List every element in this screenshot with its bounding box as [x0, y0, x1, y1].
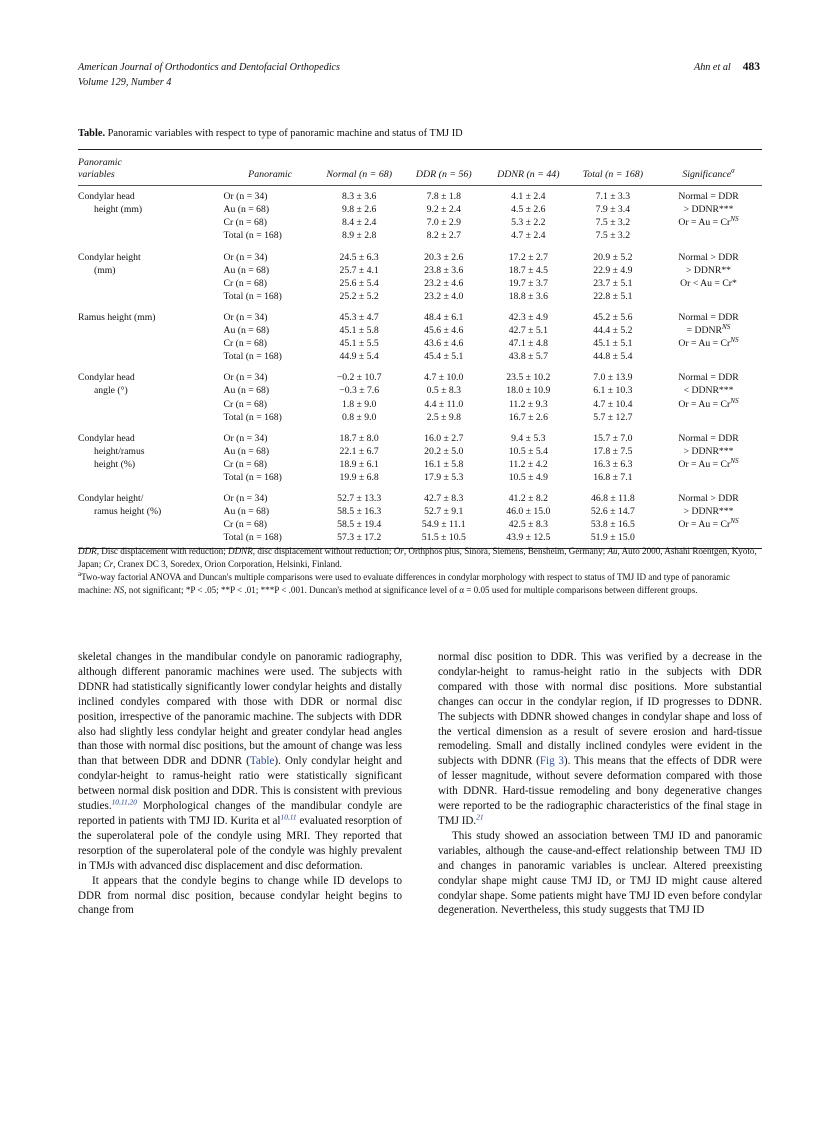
cell-ddr: 54.9 ± 11.1 — [421, 519, 466, 531]
cell-ddr: 2.5 ± 9.8 — [426, 411, 461, 423]
row-variable-name-cont: angle (°) — [94, 385, 128, 397]
cell-ddr: 0.5 ± 8.3 — [426, 385, 461, 397]
cell-total: 16.8 ± 7.1 — [593, 471, 633, 483]
cell-normal: 24.5 ± 6.3 — [339, 251, 379, 263]
cell-significance: Normal = DDR — [678, 372, 739, 384]
cell-normal: 25.6 ± 5.4 — [339, 277, 379, 289]
cell-normal: 1.8 ± 9.0 — [341, 398, 377, 410]
footnote-abbreviations: DDR, Disc displacement with reduction; DDNR, disc displacement without reduction; Or, Orthphos plus, Sinora, Siemens, Bensheim, Germany; Au, Auto 2000, Ashahi Roentgen, Kyoto, Japan; Cr, Cranex DC 3, Soredex, Orion Corporation, Helsinki, Finland. — [78, 546, 757, 569]
col-header-normal: Normal (n = 68) — [326, 168, 392, 180]
cell-machine: Total (n = 168) — [223, 471, 282, 483]
cell-total: 6.1 ± 10.3 — [593, 385, 633, 397]
table-caption-label: Table. — [78, 128, 106, 139]
cell-ddnr: 43.9 ± 12.5 — [506, 532, 551, 544]
cell-significance: > DDNR*** — [683, 506, 734, 518]
cell-significance: > DDNR** — [686, 264, 732, 276]
cell-ddnr: 10.5 ± 5.4 — [508, 445, 548, 457]
cell-normal: 8.9 ± 2.8 — [341, 230, 377, 242]
cell-significance: $Or = Au = Cr^{NS}$ — [678, 335, 739, 350]
cell-total: 53.8 ± 16.5 — [590, 519, 635, 531]
table-row — [78, 471, 762, 488]
cell-ddr: 17.9 ± 5.3 — [424, 471, 464, 483]
cell-ddnr: 46.0 ± 15.0 — [506, 506, 551, 518]
cell-ddr: 20.3 ± 2.6 — [424, 251, 464, 263]
table-row — [78, 277, 762, 290]
significance-ns-marker: NS — [730, 215, 739, 224]
cell-ddr: 23.8 ± 3.6 — [424, 264, 464, 276]
cell-total: 17.8 ± 7.5 — [593, 445, 633, 457]
cell-total: 44.4 ± 5.2 — [593, 325, 633, 337]
significance-ns-marker: NS — [730, 456, 739, 465]
table-row — [78, 337, 762, 350]
table-crossref-link[interactable]: Table — [249, 755, 275, 768]
table-row — [78, 264, 762, 277]
table-container — [78, 127, 762, 549]
cell-total: 51.9 ± 15.0 — [590, 532, 635, 544]
cell-normal: 45.1 ± 5.5 — [339, 338, 379, 350]
abbrev-ns: NS — [113, 585, 125, 595]
table-row — [78, 398, 762, 411]
cell-ddnr: 4.7 ± 2.4 — [511, 230, 546, 242]
cell-total: 4.7 ± 10.4 — [593, 398, 633, 410]
cell-significance: > DDNR*** — [683, 445, 734, 457]
cell-machine: Or (n = 34) — [223, 432, 268, 444]
cell-total: 52.6 ± 14.7 — [590, 506, 635, 518]
cell-total: 7.5 ± 3.2 — [595, 230, 631, 242]
table-caption-text: Panoramic variables with respect to type of panoramic machine and status of TMJ ID — [107, 128, 463, 139]
cell-machine: Or (n = 34) — [223, 372, 268, 384]
cell-significance: < DDNR*** — [683, 385, 734, 397]
row-variable-name-cont: height (%) — [94, 458, 136, 470]
cell-significance: Normal = DDR — [678, 191, 739, 203]
journal-title: American Journal of Orthodontics and Dentofacial Orthopedics — [78, 62, 341, 73]
cell-ddnr: 11.2 ± 4.2 — [508, 458, 548, 470]
abbrev-or: Or — [393, 546, 404, 556]
row-variable-name-cont: (mm) — [94, 264, 116, 276]
volume-issue: Volume 129, Number 4 — [78, 76, 172, 88]
cell-ddr: 43.6 ± 4.6 — [424, 338, 464, 350]
paragraph-normal-to-ddr: normal disc position to DDR. This was verified by a decrease in the condylar-height to ramus-height ratio in the subjects with DDR compared with those with normal disc positions. More substantial changes can occur in the condylar region, if ID progresses to DDNR. The subjects with DDNR showed changes in condylar shape and loss of the vertical dimension as a result of severe erosion and hard-tissue remodeling. Small and distally inclined condyles were evident in the subjects with DDNR (Fig 3). This means that the effects of DDR were of lesser magnitude, without severe deformation compared with those with DDNR. Hard-tissue remodeling and bony degenerative changes were reported to be the radiographic characteristics of the final stage in TMJ ID.$^{21}$ — [438, 651, 762, 827]
cell-normal: 52.7 ± 13.3 — [337, 493, 382, 505]
cell-machine: Total (n = 168) — [223, 230, 282, 242]
cell-normal: 8.3 ± 3.6 — [341, 191, 377, 203]
cell-machine: Au (n = 68) — [223, 385, 270, 397]
cell-ddnr: 16.7 ± 2.6 — [508, 411, 548, 423]
cell-significance — [655, 229, 762, 246]
row-variable-name: Condylar height/ — [78, 493, 144, 505]
cell-ddr: 16.0 ± 2.7 — [424, 432, 464, 444]
cell-total: 44.8 ± 5.4 — [593, 351, 633, 363]
cell-ddr: 9.2 ± 2.4 — [426, 204, 461, 216]
table-head — [78, 150, 762, 186]
cell-ddr: 23.2 ± 4.6 — [424, 277, 464, 289]
cell-ddnr: 42.7 ± 5.1 — [508, 325, 548, 337]
cell-total: 15.7 ± 7.0 — [593, 432, 633, 444]
cell-normal: 57.3 ± 17.2 — [337, 532, 382, 544]
paragraph-continuation: skeletal changes in the mandibular condyle on panoramic radiography, although different panoramic machines were used. The subjects with DDNR had statistically significantly lower condylar heights and distally inclined condyles compared with those with DDR or normal disc position, irrespective of the panoramic machine. The subjects with DDR also had slightly less condylar height and greater condylar head angles than those with normal disc positions, but the amount of change was less than that between DDR and DDNR (Table). Only condylar height and condylar-height to ramus-height ratio were statistically significant between normal disk position and DDR. This is consistent with previous studies.$^{10,11,20}$ Morphological changes of the mandibular condyle are reported in patients with TMJ ID. Kurita et al$^{10,11}$ evaluated resorption of the superolateral pole of the condyle using MRI. They reported that resorption of the superolateral pole of the condyle was highly prevalent in TMJs with advanced disc displacement and disc deformation. — [78, 651, 403, 872]
left-column — [78, 650, 402, 918]
table-row — [78, 307, 762, 324]
cell-ddnr: 11.2 ± 9.3 — [508, 398, 548, 410]
col-header-significance — [655, 150, 762, 186]
cell-total: 23.7 ± 5.1 — [593, 277, 633, 289]
footnote-statistics: $^a$Two-way factorial ANOVA and Duncan's multiple comparisons were used to evaluate differences in condylar morphology with respect to status of TMJ ID and type of panoramic machine: NS, not significant; *P < .05; **P < .01; ***P < .001. Duncan's method at significance level of α = 0.05 used for multiple comparisons between different groups. — [78, 569, 730, 595]
cell-machine: Or (n = 34) — [223, 251, 268, 263]
significance-footnote-marker: a — [731, 166, 735, 175]
cell-ddnr: 23.5 ± 10.2 — [506, 372, 551, 384]
col-header-machine: Panoramic — [248, 168, 293, 180]
cell-ddr: 42.7 ± 8.3 — [424, 493, 464, 505]
cell-significance: Normal = DDR — [678, 311, 739, 323]
row-variable-name-cont — [78, 337, 224, 350]
cell-significance: $Or = Au = Cr^{NS}$ — [678, 517, 739, 531]
table-row — [78, 384, 762, 397]
col-header-variables — [78, 150, 224, 186]
cell-significance: > DDNR*** — [683, 204, 734, 216]
cell-machine: Total (n = 168) — [223, 290, 282, 302]
cell-significance — [655, 290, 762, 307]
cell-normal: 25.2 ± 5.2 — [339, 290, 379, 302]
table-row — [78, 428, 762, 445]
cell-ddr: 4.4 ± 11.0 — [424, 398, 464, 410]
running-head — [78, 60, 760, 90]
row-variable-name-cont: height (mm) — [94, 204, 143, 216]
running-head-right — [694, 60, 760, 76]
cell-significance: $Or = Au = Cr^{NS}$ — [678, 396, 739, 410]
cell-normal: 18.7 ± 8.0 — [339, 432, 379, 444]
cell-machine: Or (n = 34) — [223, 493, 268, 505]
citation-ref-10-11[interactable]: 10,11 — [280, 812, 297, 822]
cell-significance: Or < Au = Cr* — [680, 277, 737, 289]
row-variable-name: Ramus height (mm) — [78, 311, 156, 323]
cell-ddr: 45.6 ± 4.6 — [424, 325, 464, 337]
cell-normal: 58.5 ± 16.3 — [337, 506, 382, 518]
cell-normal: 45.3 ± 4.7 — [339, 311, 379, 323]
cell-total: 20.9 ± 5.2 — [593, 251, 633, 263]
row-variable-name-cont — [78, 277, 224, 290]
cell-normal: 0.8 ± 9.0 — [341, 411, 377, 423]
cell-machine: Cr (n = 68) — [223, 277, 267, 289]
table-row — [78, 229, 762, 246]
cell-normal: 19.9 ± 6.8 — [339, 471, 379, 483]
cell-significance: Normal = DDR — [678, 432, 739, 444]
right-column — [438, 650, 762, 918]
cell-total: 5.7 ± 12.7 — [593, 411, 633, 423]
cell-significance — [655, 411, 762, 428]
table-row — [78, 216, 762, 229]
cell-significance: Normal > DDR — [678, 493, 739, 505]
cell-normal: 45.1 ± 5.8 — [339, 325, 379, 337]
table-row — [78, 488, 762, 505]
abbrev-cr: Cr — [103, 559, 114, 569]
cell-ddr: 7.0 ± 2.9 — [426, 217, 461, 229]
cell-ddr: 7.8 ± 1.8 — [426, 191, 461, 203]
cell-ddr: 51.5 ± 10.5 — [421, 532, 466, 544]
row-variable-name: Condylar height — [78, 251, 141, 263]
cell-ddr: 52.7 ± 9.1 — [424, 506, 464, 518]
abbrev-ddnr: DDNR — [228, 546, 253, 556]
table-row — [78, 411, 762, 428]
abbrev-au: Au — [607, 546, 618, 556]
footnote-marker-a: a — [78, 569, 82, 578]
col-header-variables-line2: variables — [78, 168, 115, 180]
cell-machine: Au (n = 68) — [223, 264, 270, 276]
cell-machine: Au (n = 68) — [223, 325, 270, 337]
table-footnotes — [78, 545, 762, 597]
cell-total: 22.8 ± 5.1 — [593, 290, 633, 302]
cell-significance: $Or = Au = Cr^{NS}$ — [678, 215, 739, 229]
table-header-row — [78, 150, 762, 186]
table-row — [78, 350, 762, 367]
paragraph-condyle-change: It appears that the condyle begins to change while ID develops to DDR from normal disc position, because condylar height begins to change from — [78, 874, 402, 917]
cell-machine: Or (n = 34) — [223, 311, 268, 323]
cell-machine: Cr (n = 68) — [223, 217, 267, 229]
cell-total: 22.9 ± 4.9 — [593, 264, 633, 276]
significance-ns-marker: NS — [730, 396, 739, 405]
cell-significance: $Or = Au = Cr^{NS}$ — [678, 456, 739, 470]
cell-total: 7.1 ± 3.3 — [595, 191, 631, 203]
cell-total: 7.5 ± 3.2 — [595, 217, 631, 229]
row-variable-name: Condylar head — [78, 432, 135, 444]
cell-machine: Total (n = 168) — [223, 532, 282, 544]
cell-machine: Cr (n = 68) — [223, 338, 267, 350]
cell-ddnr: 19.7 ± 3.7 — [508, 277, 548, 289]
cell-total: 45.1 ± 5.1 — [593, 338, 633, 350]
cell-ddr: 8.2 ± 2.7 — [426, 230, 461, 242]
figure-crossref-link[interactable]: Fig 3 — [539, 755, 564, 768]
table-row — [78, 505, 762, 518]
significance-ns-marker: NS — [730, 335, 739, 344]
cell-ddnr: 41.2 ± 8.2 — [508, 493, 548, 505]
cell-ddnr: 4.1 ± 2.4 — [511, 191, 546, 203]
cell-ddnr: 9.4 ± 5.3 — [511, 432, 546, 444]
cell-machine: Cr (n = 68) — [223, 398, 267, 410]
row-variable-name-cont: ramus height (%) — [94, 506, 162, 518]
cell-ddr: 20.2 ± 5.0 — [424, 445, 464, 457]
cell-ddnr: 43.8 ± 5.7 — [508, 351, 548, 363]
cell-ddnr: 18.0 ± 10.9 — [506, 385, 551, 397]
table-caption — [78, 127, 762, 140]
cell-significance: = $DDNR^{NS}$ — [686, 322, 731, 337]
row-variable-name-cont — [78, 518, 224, 531]
cell-machine: Cr (n = 68) — [223, 519, 267, 531]
cell-normal: 25.7 ± 4.1 — [339, 264, 379, 276]
table-row — [78, 445, 762, 458]
cell-ddnr: 42.3 ± 4.9 — [508, 311, 548, 323]
cell-normal: 9.8 ± 2.6 — [341, 204, 377, 216]
cell-ddr: 23.2 ± 4.0 — [424, 290, 464, 302]
cell-machine: Au (n = 68) — [223, 204, 270, 216]
cell-total: 16.3 ± 6.3 — [593, 458, 633, 470]
cell-significance: Normal > DDR — [678, 251, 739, 263]
row-variable-name: Condylar head — [78, 191, 135, 203]
row-variable-name-cont — [78, 290, 224, 307]
row-variable-name-cont — [78, 471, 224, 488]
table-row — [78, 458, 762, 471]
cell-machine: Or (n = 34) — [223, 191, 268, 203]
significance-ns-marker: NS — [721, 322, 731, 331]
table-row — [78, 247, 762, 264]
body-columns — [78, 650, 762, 918]
page-number: 483 — [742, 61, 760, 73]
citation-ref-10-11-20[interactable]: 10,11,20 — [111, 797, 137, 807]
row-variable-name-cont — [78, 398, 224, 411]
col-header-ddnr: DDNR (n = 44) — [497, 168, 560, 180]
citation-ref-21[interactable]: 21 — [476, 812, 484, 822]
table-row — [78, 324, 762, 337]
col-header-variables-line1: Panoramic — [78, 157, 122, 168]
cell-ddnr: 47.1 ± 4.8 — [508, 338, 548, 350]
authors-short: Ahn et al — [693, 62, 731, 73]
table-row — [78, 290, 762, 307]
row-variable-name-cont — [78, 411, 224, 428]
cell-normal: −0.3 ± 7.6 — [339, 385, 380, 397]
col-header-ddr: DDR (n = 56) — [415, 168, 472, 180]
cell-ddnr: 5.3 ± 2.2 — [511, 217, 546, 229]
cell-normal: 8.4 ± 2.4 — [341, 217, 377, 229]
row-variable-name-cont — [78, 350, 224, 367]
cell-normal: 22.1 ± 6.7 — [339, 445, 379, 457]
row-variable-name-cont — [78, 324, 224, 337]
table-row — [78, 203, 762, 216]
cell-ddr: 48.4 ± 6.1 — [424, 311, 464, 323]
panoramic-variables-table — [78, 149, 762, 549]
col-header-significance-text: Significance — [682, 168, 732, 180]
cell-normal: 44.9 ± 5.4 — [339, 351, 379, 363]
cell-significance — [655, 471, 762, 488]
cell-machine: Cr (n = 68) — [223, 458, 267, 470]
cell-machine: Total (n = 168) — [223, 351, 282, 363]
cell-total: 46.8 ± 11.8 — [591, 493, 635, 505]
cell-ddnr: 10.5 ± 4.9 — [508, 471, 548, 483]
row-variable-name: Condylar head — [78, 372, 135, 384]
cell-significance — [655, 350, 762, 367]
cell-ddnr: 17.2 ± 2.7 — [508, 251, 548, 263]
abbrev-ddr: DDR — [78, 546, 97, 556]
table-row — [78, 518, 762, 531]
cell-normal: 58.5 ± 19.4 — [337, 519, 382, 531]
cell-ddnr: 18.8 ± 3.6 — [508, 290, 548, 302]
cell-ddr: 16.1 ± 5.8 — [424, 458, 464, 470]
significance-ns-marker: NS — [730, 517, 739, 526]
table-row — [78, 186, 762, 204]
cell-ddnr: 4.5 ± 2.6 — [511, 204, 546, 216]
cell-total: 7.9 ± 3.4 — [595, 204, 631, 216]
cell-ddr: 45.4 ± 5.1 — [424, 351, 464, 363]
cell-machine: Au (n = 68) — [223, 506, 270, 518]
row-variable-name-cont — [78, 216, 224, 229]
cell-machine: Total (n = 168) — [223, 411, 282, 423]
paragraph-association: This study showed an association between TMJ ID and panoramic variables, although the cause-and-effect relationship between TMJ ID and changes in panoramic variables is unclear. Altered preexisting condylar shape might cause TMJ ID, or TMJ ID might cause altered condylar shape. Some patients might have TMJ ID even before condylar degeneration. Nevertheless, this study suggests that TMJ ID — [438, 829, 762, 917]
cell-machine: Au (n = 68) — [223, 445, 270, 457]
cell-total: 45.2 ± 5.6 — [593, 311, 633, 323]
cell-ddnr: 42.5 ± 8.3 — [508, 519, 548, 531]
cell-ddr: 4.7 ± 10.0 — [424, 372, 464, 384]
row-variable-name-cont — [78, 229, 224, 246]
cell-ddnr: 18.7 ± 4.5 — [508, 264, 548, 276]
col-header-total: Total (n = 168) — [582, 168, 644, 180]
cell-total: 7.0 ± 13.9 — [593, 372, 633, 384]
cell-normal: 18.9 ± 6.1 — [339, 458, 379, 470]
row-variable-name-cont: height/ramus — [94, 445, 145, 457]
table-row — [78, 367, 762, 384]
cell-normal: −0.2 ± 10.7 — [336, 372, 382, 384]
table-body — [78, 186, 762, 549]
